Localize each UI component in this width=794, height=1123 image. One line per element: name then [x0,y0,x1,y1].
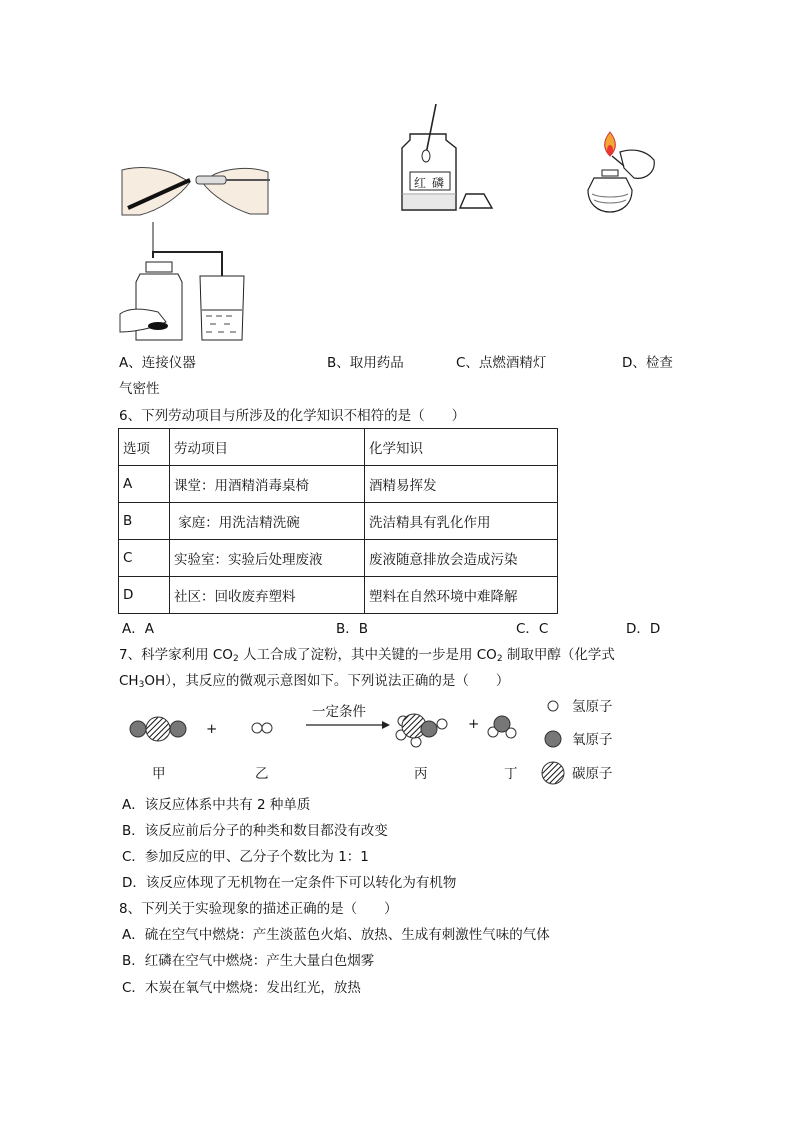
q6-choice-b[interactable]: B．B [336,621,369,637]
q8-option-c[interactable]: C．木炭在氧气中燃烧：发出红光，放热 [122,980,361,996]
table-cell: 废液随意排放会造成污染 [365,540,558,577]
table-cell: C [119,540,170,577]
label-bing: 丙 [414,766,428,782]
table-row [119,503,558,540]
header-labor-project: 劳动项目 [170,429,365,466]
label-yi: 乙 [255,766,269,782]
molecule-co2 [130,717,186,741]
table-cell: 实验室：实验后处理废液 [170,540,365,577]
molecule-water [488,716,516,738]
q5-option-d-continued: 气密性 [119,381,160,397]
figure-take-reagent [398,104,498,214]
figure-connect-instruments [120,160,270,220]
q6-table [118,428,558,614]
header-option: 选项 [119,429,170,466]
table-row [119,577,558,614]
table-header-row [119,429,558,466]
table-cell: A [119,466,170,503]
legend-oxygen: 氧原子 [572,732,613,748]
header-chemistry-knowledge: 化学知识 [365,429,558,466]
q7-option-a[interactable]: A．该反应体系中共有 2 种单质 [122,797,311,813]
atom-legend-icons [540,696,570,786]
q7-option-d[interactable]: D．该反应体现了无机物在一定条件下可以转化为有机物 [122,875,457,891]
q6-stem: 6、下列劳动项目与所涉及的化学知识不相符的是（ ） [119,408,466,424]
legend-hydrogen: 氢原子 [572,699,613,715]
q8-option-b[interactable]: B．红磷在空气中燃烧：产生大量白色烟雾 [122,953,375,969]
q5-option-a[interactable]: A、连接仪器 [119,355,196,371]
figure-airtightness-check [118,222,258,344]
table-cell: 课堂：用酒精消毒桌椅 [170,466,365,503]
label-jia: 甲 [152,766,166,782]
condition-label: 一定条件 [312,704,366,720]
bottle-label: 红磷 [414,176,451,190]
table-cell: 酒精易挥发 [365,466,558,503]
molecule-methanol [396,714,447,747]
table-row [119,540,558,577]
molecule-h2 [252,723,272,733]
table-row [119,466,558,503]
q8-option-a[interactable]: A．硫在空气中燃烧：产生淡蓝色火焰、放热、生成有刺激性气味的气体 [122,927,550,943]
table-cell: 塑料在自然环境中难降解 [365,577,558,614]
q6-choice-a[interactable]: A．A [122,621,154,637]
legend-carbon: 碳原子 [572,766,613,782]
q6-choice-c[interactable]: C．C [516,621,549,637]
table-cell: 洗洁精具有乳化作用 [365,503,558,540]
table-cell: 社区：回收废弃塑料 [170,577,365,614]
q5-option-c[interactable]: C、点燃酒精灯 [456,355,547,371]
q5-option-d[interactable]: D、检查 [622,355,673,371]
q8-stem: 8、下列关于实验现象的描述正确的是（ ） [119,901,398,917]
figure-light-alcohol-lamp [580,128,666,216]
table-cell: D [119,577,170,614]
q7-option-b[interactable]: B．该反应前后分子的种类和数目都没有改变 [122,823,388,839]
plus-sign-2: + [468,716,480,732]
table-cell: B [119,503,170,540]
q7-stem-line1: 7、科学家利用 $CO_2$ 人工合成了淀粉，其中关键的一步是用 $CO_2$ 制取甲醇（化学式 [119,647,615,664]
table-cell: 家庭：用洗洁精洗碗 [170,503,365,540]
label-ding: 丁 [504,766,518,782]
plus-sign-1: + [206,721,218,737]
q6-choice-d[interactable]: D．D [626,621,661,637]
q7-stem-line2: $CH_3OH$），其反应的微观示意图如下。下列说法正确的是（ ） [119,673,510,690]
q5-option-b[interactable]: B、取用药品 [327,355,404,371]
q7-option-c[interactable]: C．参加反应的甲、乙分子个数比为 1：1 [122,849,369,865]
